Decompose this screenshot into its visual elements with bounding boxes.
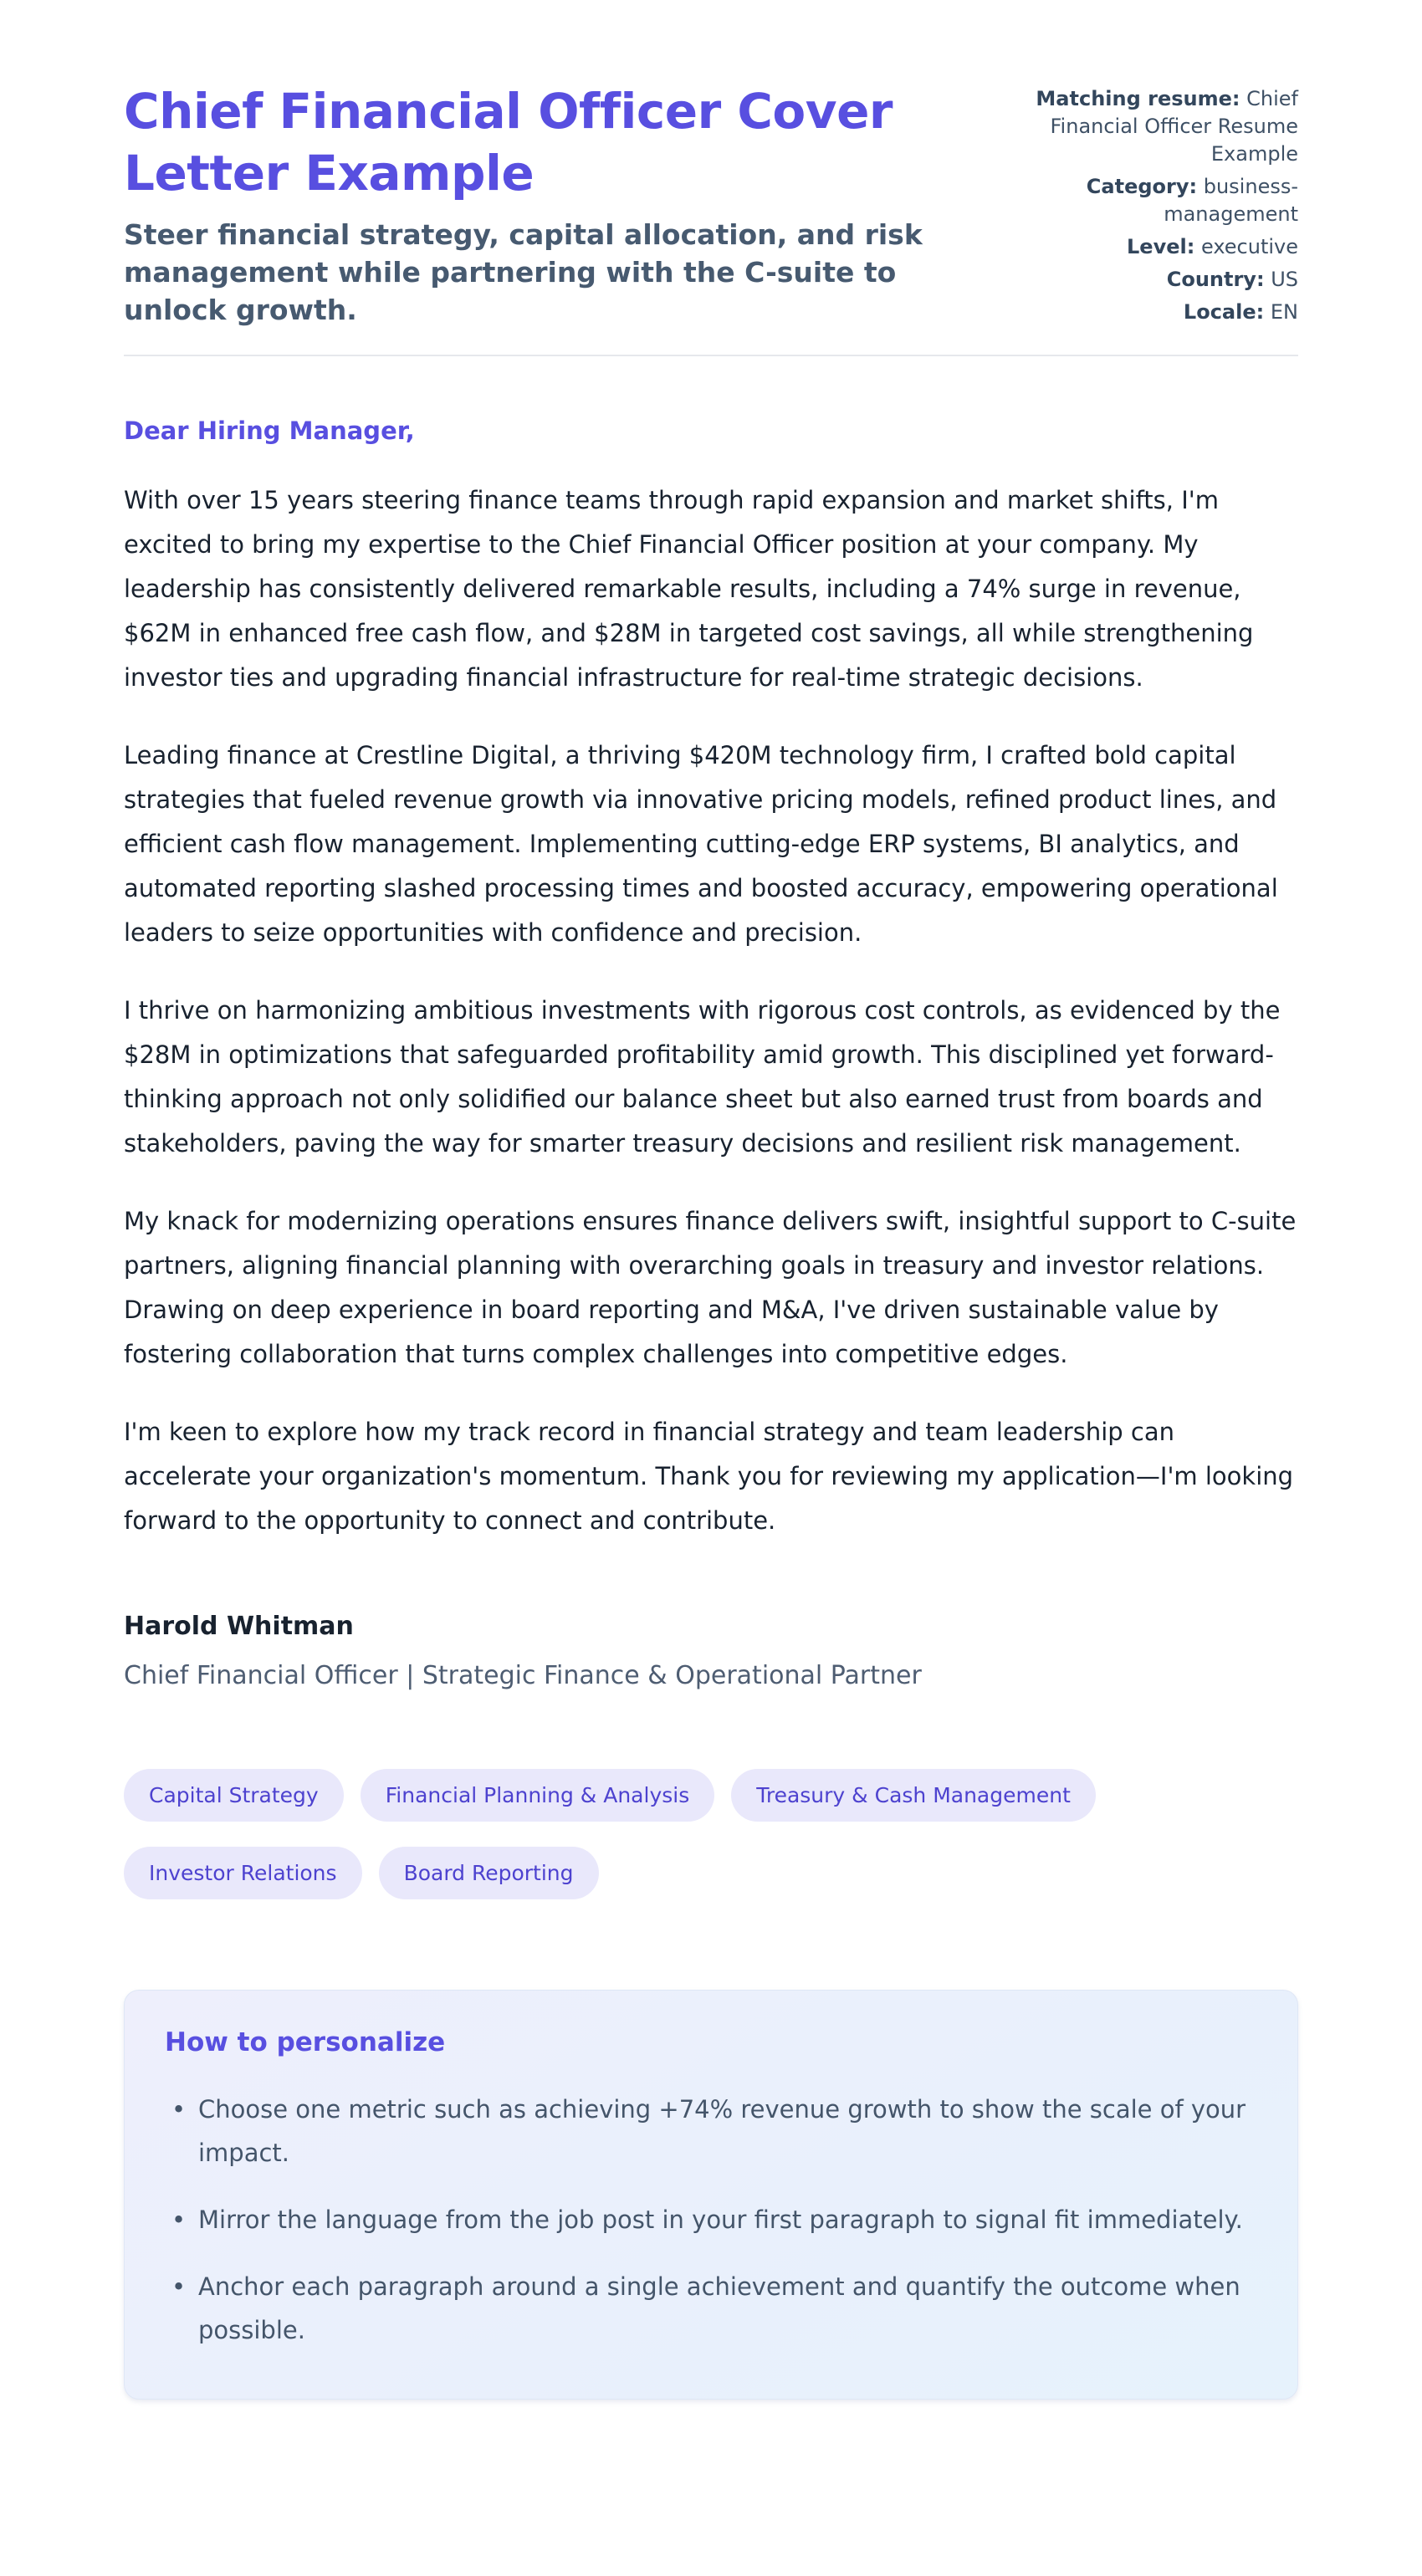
skill-tags bbox=[124, 1769, 1298, 1899]
meta-label: Matching resume: bbox=[1036, 87, 1240, 110]
meta-item bbox=[979, 266, 1298, 294]
letter-paragraph: With over 15 years steering finance teams through rapid expansion and market shifts, I'm excited to bring my expertise to the Chief Financial Officer position at your company. My leadership has consistently delivered remarkable results, including a 74% surge in revenue, $62M in enhanced free cash flow, and $28M in targeted cost savings, all while strengthening investor ties and upgrading financial infrastructure for real-time strategic decisions. bbox=[124, 486, 1254, 692]
letter-paragraph: I'm keen to explore how my track record in financial strategy and team leadership can accelerate your organization's momentum. Thank you for reviewing my application—I'm looking forward to the opportunity to connect and contribute. bbox=[124, 1418, 1294, 1535]
signature-title: Chief Financial Officer | Strategic Finance & Operational Partner bbox=[124, 1661, 922, 1690]
letter-paragraph: Leading finance at Crestline Digital, a thriving $420M technology firm, I crafted bold capital strategies that fueled revenue growth via innovative pricing models, refined product lines, and efficient cash flow management. Implementing cutting-edge ERP systems, BI analytics, and automated reporting slashed processing times and boosted accuracy, empowering operational leaders to seize opportunities with confidence and precision. bbox=[124, 741, 1278, 947]
letter-body bbox=[124, 478, 1298, 1543]
meta-label: Locale: bbox=[1183, 300, 1265, 324]
meta-label: Country: bbox=[1166, 268, 1265, 291]
page-container bbox=[124, 0, 1298, 2400]
title-block bbox=[124, 80, 944, 329]
header-divider bbox=[124, 355, 1298, 356]
meta-value: EN bbox=[1270, 300, 1298, 324]
letter-paragraph: My knack for modernizing operations ensures finance delivers swift, insightful support to C-suite partners, aligning financial planning with overarching goals in treasury and investor relations. Drawing on deep experience in board reporting and M&A, I've driven sustainable value by fostering collaboration that turns complex challenges into competitive edges. bbox=[124, 1207, 1297, 1368]
personalize-tip-list bbox=[165, 2088, 1257, 2352]
meta-item bbox=[979, 173, 1298, 228]
skill-tag-pill[interactable]: Financial Planning & Analysis bbox=[361, 1769, 715, 1822]
personalize-tip-item: • Mirror the language from the job post in your first paragraph to signal fit immediately. bbox=[165, 2198, 1257, 2241]
meta-value: US bbox=[1271, 268, 1298, 291]
page-subtitle: Steer financial strategy, capital allocation, and risk management while partnering with the C-suite to unlock growth. bbox=[124, 218, 923, 327]
signature-name: Harold Whitman bbox=[124, 1612, 354, 1641]
meta-item bbox=[979, 233, 1298, 261]
meta-value: Chief Financial Officer Resume Example bbox=[1050, 87, 1298, 166]
meta-item bbox=[979, 299, 1298, 326]
letter-salutation: Dear Hiring Manager, bbox=[124, 417, 415, 445]
letter-paragraph: I thrive on harmonizing ambitious investments with rigorous cost controls, as evidenced by the $28M in optimizations that safeguarded profitability amid growth. This disciplined yet forward-thinking approach not only solidified our balance sheet but also earned trust from boards and stakeholders, paving the way for smarter treasury decisions and resilient risk management. bbox=[124, 996, 1281, 1158]
meta-item bbox=[979, 85, 1298, 168]
skill-tag-pill[interactable]: Capital Strategy bbox=[124, 1769, 344, 1822]
signature-block bbox=[124, 1612, 1298, 1690]
page-header bbox=[124, 80, 1298, 331]
meta-block bbox=[979, 80, 1298, 331]
personalize-heading: How to personalize bbox=[165, 2027, 446, 2057]
page-title: Chief Financial Officer Cover Letter Example bbox=[124, 83, 893, 202]
skill-tag-pill[interactable]: Investor Relations bbox=[124, 1847, 362, 1899]
skill-tag-pill[interactable]: Treasury & Cash Management bbox=[731, 1769, 1096, 1822]
meta-label: Category: bbox=[1086, 175, 1198, 198]
personalize-tip-item: • Anchor each paragraph around a single achievement and quantify the outcome when possible. bbox=[165, 2265, 1257, 2352]
skill-tag-pill[interactable]: Board Reporting bbox=[379, 1847, 599, 1899]
meta-label: Level: bbox=[1127, 235, 1195, 258]
meta-value: executive bbox=[1200, 235, 1298, 258]
personalize-box bbox=[124, 1990, 1298, 2400]
meta-value: business-management bbox=[1164, 175, 1298, 226]
personalize-tip-item: • Choose one metric such as achieving +74% revenue growth to show the scale of your impact. bbox=[165, 2088, 1257, 2175]
